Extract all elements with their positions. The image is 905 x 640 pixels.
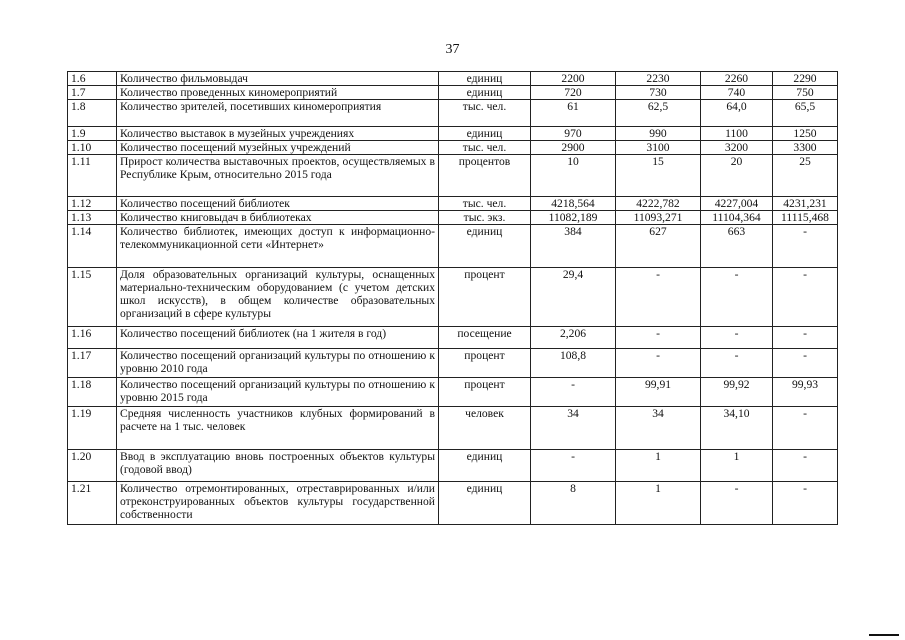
- value-col-4: -: [773, 349, 838, 378]
- table-row: [68, 378, 838, 407]
- row-number: 1.8: [68, 100, 117, 127]
- table-body: [68, 72, 838, 525]
- value-col-1: 61: [531, 100, 616, 127]
- indicator-name: Количество зрителей, посетивших киномероприятия: [117, 100, 439, 127]
- unit-of-measure: процент: [439, 268, 531, 327]
- unit-of-measure: человек: [439, 407, 531, 450]
- unit-of-measure: единиц: [439, 225, 531, 268]
- table-row: [68, 141, 838, 155]
- value-col-4: 750: [773, 86, 838, 100]
- indicator-name: Количество выставок в музейных учреждениях: [117, 127, 439, 141]
- value-col-4: 1250: [773, 127, 838, 141]
- value-col-3: 20: [701, 155, 773, 197]
- value-col-2: -: [616, 327, 701, 349]
- table-row: [68, 100, 838, 127]
- value-col-4: -: [773, 407, 838, 450]
- row-number: 1.6: [68, 72, 117, 86]
- value-col-1: 11082,189: [531, 211, 616, 225]
- value-col-4: -: [773, 327, 838, 349]
- value-col-3: -: [701, 482, 773, 525]
- value-col-4: 65,5: [773, 100, 838, 127]
- value-col-2: 11093,271: [616, 211, 701, 225]
- value-col-4: -: [773, 482, 838, 525]
- value-col-4: 99,93: [773, 378, 838, 407]
- value-col-3: -: [701, 327, 773, 349]
- indicator-name: Количество библиотек, имеющих доступ к информационно-телекоммуникационной сети «Интернет»: [117, 225, 439, 268]
- value-col-4: 4231,231: [773, 197, 838, 211]
- value-col-1: 2900: [531, 141, 616, 155]
- value-col-2: 990: [616, 127, 701, 141]
- row-number: 1.19: [68, 407, 117, 450]
- indicator-name: Ввод в эксплуатацию вновь построенных объектов культуры (годовой ввод): [117, 450, 439, 482]
- table-row: [68, 155, 838, 197]
- value-col-1: -: [531, 450, 616, 482]
- value-col-1: -: [531, 378, 616, 407]
- row-number: 1.15: [68, 268, 117, 327]
- table-row: [68, 86, 838, 100]
- row-number: 1.11: [68, 155, 117, 197]
- value-col-4: 25: [773, 155, 838, 197]
- value-col-3: 2260: [701, 72, 773, 86]
- value-col-2: 627: [616, 225, 701, 268]
- value-col-2: 4222,782: [616, 197, 701, 211]
- value-col-1: 10: [531, 155, 616, 197]
- value-col-3: 3200: [701, 141, 773, 155]
- value-col-4: -: [773, 268, 838, 327]
- row-number: 1.20: [68, 450, 117, 482]
- row-number: 1.12: [68, 197, 117, 211]
- value-col-3: 740: [701, 86, 773, 100]
- value-col-2: 1: [616, 450, 701, 482]
- table-row: [68, 268, 838, 327]
- value-col-3: 4227,004: [701, 197, 773, 211]
- table-row: [68, 327, 838, 349]
- unit-of-measure: процент: [439, 349, 531, 378]
- value-col-3: 1: [701, 450, 773, 482]
- value-col-4: -: [773, 450, 838, 482]
- value-col-1: 970: [531, 127, 616, 141]
- value-col-2: 62,5: [616, 100, 701, 127]
- value-col-2: 34: [616, 407, 701, 450]
- value-col-2: 730: [616, 86, 701, 100]
- row-number: 1.14: [68, 225, 117, 268]
- unit-of-measure: тыс. экз.: [439, 211, 531, 225]
- indicator-name: Количество посещений библиотек: [117, 197, 439, 211]
- unit-of-measure: единиц: [439, 127, 531, 141]
- value-col-1: 108,8: [531, 349, 616, 378]
- value-col-2: -: [616, 268, 701, 327]
- value-col-2: 2230: [616, 72, 701, 86]
- value-col-3: 11104,364: [701, 211, 773, 225]
- indicator-name: Количество отремонтированных, отреставрированных и/или отреконструированных объектов культуры государственной собственности: [117, 482, 439, 525]
- table-row: [68, 127, 838, 141]
- indicator-name: Прирост количества выставочных проектов, осуществляемых в Республике Крым, относительно 2015 года: [117, 155, 439, 197]
- unit-of-measure: единиц: [439, 450, 531, 482]
- indicator-name: Доля образовательных организаций культуры, оснащенных материально-техническим оборудованием (с учетом детских школ искусств), в общем количестве образовательных организаций в сфере культуры: [117, 268, 439, 327]
- indicator-name: Количество проведенных киномероприятий: [117, 86, 439, 100]
- table-row: [68, 197, 838, 211]
- unit-of-measure: тыс. чел.: [439, 197, 531, 211]
- value-col-1: 720: [531, 86, 616, 100]
- row-number: 1.9: [68, 127, 117, 141]
- indicator-name: Количество посещений организаций культуры по отношению к уровню 2015 года: [117, 378, 439, 407]
- indicator-name: Количество фильмовыдач: [117, 72, 439, 86]
- indicator-name: Количество посещений музейных учреждений: [117, 141, 439, 155]
- unit-of-measure: посещение: [439, 327, 531, 349]
- unit-of-measure: тыс. чел.: [439, 100, 531, 127]
- value-col-3: 1100: [701, 127, 773, 141]
- indicator-name: Средняя численность участников клубных формирований в расчете на 1 тыс. человек: [117, 407, 439, 450]
- value-col-1: 34: [531, 407, 616, 450]
- value-col-3: -: [701, 349, 773, 378]
- row-number: 1.10: [68, 141, 117, 155]
- table-row: [68, 72, 838, 86]
- row-number: 1.21: [68, 482, 117, 525]
- value-col-4: 2290: [773, 72, 838, 86]
- table-row: [68, 450, 838, 482]
- indicator-name: Количество книговыдач в библиотеках: [117, 211, 439, 225]
- value-col-1: 8: [531, 482, 616, 525]
- value-col-3: -: [701, 268, 773, 327]
- unit-of-measure: единиц: [439, 86, 531, 100]
- row-number: 1.7: [68, 86, 117, 100]
- table-row: [68, 482, 838, 525]
- row-number: 1.18: [68, 378, 117, 407]
- page-number: 37: [445, 42, 460, 57]
- unit-of-measure: единиц: [439, 72, 531, 86]
- value-col-2: 3100: [616, 141, 701, 155]
- unit-of-measure: единиц: [439, 482, 531, 525]
- page-edge-mark: [869, 634, 899, 636]
- value-col-4: 11115,468: [773, 211, 838, 225]
- value-col-4: -: [773, 225, 838, 268]
- value-col-1: 2200: [531, 72, 616, 86]
- unit-of-measure: тыс. чел.: [439, 141, 531, 155]
- value-col-1: 384: [531, 225, 616, 268]
- value-col-2: 1: [616, 482, 701, 525]
- value-col-2: 99,91: [616, 378, 701, 407]
- unit-of-measure: процент: [439, 378, 531, 407]
- value-col-2: -: [616, 349, 701, 378]
- value-col-1: 2,206: [531, 327, 616, 349]
- row-number: 1.16: [68, 327, 117, 349]
- table-row: [68, 225, 838, 268]
- indicator-name: Количество посещений библиотек (на 1 жителя в год): [117, 327, 439, 349]
- value-col-3: 99,92: [701, 378, 773, 407]
- value-col-3: 34,10: [701, 407, 773, 450]
- table-row: [68, 407, 838, 450]
- unit-of-measure: процентов: [439, 155, 531, 197]
- row-number: 1.13: [68, 211, 117, 225]
- value-col-3: 663: [701, 225, 773, 268]
- value-col-1: 4218,564: [531, 197, 616, 211]
- indicator-name: Количество посещений организаций культуры по отношению к уровню 2010 года: [117, 349, 439, 378]
- indicators-table: [67, 71, 838, 525]
- row-number: 1.17: [68, 349, 117, 378]
- table-row: [68, 211, 838, 225]
- table-row: [68, 349, 838, 378]
- value-col-1: 29,4: [531, 268, 616, 327]
- value-col-4: 3300: [773, 141, 838, 155]
- value-col-3: 64,0: [701, 100, 773, 127]
- value-col-2: 15: [616, 155, 701, 197]
